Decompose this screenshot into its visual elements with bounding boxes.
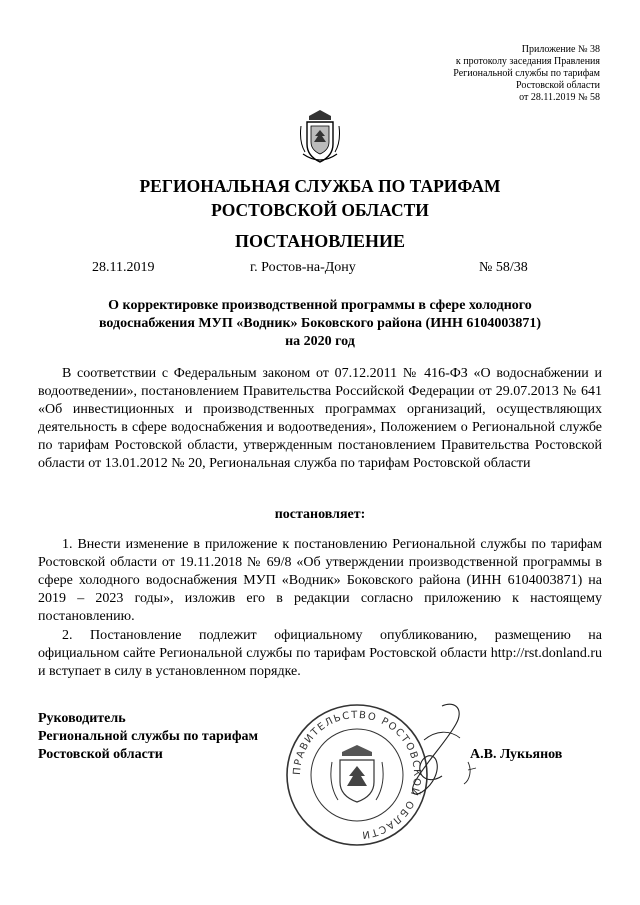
decree-item-2: 2. Постановление подлежит официальному опубликованию, размещению на официальном сайте Региональной службы по тарифам Ростовской области http://rst.donland.ru и вступает в силу в установленном порядке. <box>38 628 602 679</box>
annex-line: Приложение № 38 <box>521 44 600 55</box>
signatory-title-line: Региональной службы по тарифам <box>38 729 259 744</box>
agency-name-line: РЕГИОНАЛЬНАЯ СЛУЖБА ПО ТАРИФАМ <box>139 176 501 196</box>
signatory-title-line: Ростовской области <box>38 747 163 762</box>
annex-line: Региональной службы по тарифам <box>453 68 600 79</box>
subject-line: на 2020 год <box>285 334 355 349</box>
signatory-title <box>38 710 258 764</box>
signatory-name: А.В. Лукьянов <box>470 747 563 762</box>
document-subject <box>60 297 580 351</box>
agency-name <box>0 174 640 222</box>
annex-reference <box>340 44 600 104</box>
decree-item-1: 1. Внести изменение в приложение к постановлению Региональной службы по тарифам Ростовской области от 19.11.2018 № 69/8 «Об утверждении производственной программы в сфере холодного водоснабжения МУП «Водник» Боковского района (ИНН 6104003871) на 2019 – 2023 годы», изложив его в редакции согласно приложению к настоящему постановлению. <box>38 537 602 624</box>
agency-name-line: РОСТОВСКОЙ ОБЛАСТИ <box>211 200 429 220</box>
annex-line: к протоколу заседания Правления <box>455 56 600 67</box>
seal-text: ПРАВИТЕЛЬСТВО РОСТОВСКОЙ ОБЛАСТИ <box>291 709 423 840</box>
annex-line: Ростовской области <box>516 80 600 91</box>
signatory-title-line: Руководитель <box>38 711 126 726</box>
document-city: г. Ростов-на-Дону <box>250 260 356 275</box>
subject-line: водоснабжения МУП «Водник» Боковского района (ИНН 6104003871) <box>98 316 542 331</box>
handwritten-signature-icon <box>372 700 482 810</box>
document-type: ПОСТАНОВЛЕНИЕ <box>234 231 406 251</box>
preamble-paragraph: В соответствии с Федеральным законом от 07.12.2011 № 416-ФЗ «О водоснабжении и водоотведении», постановлением Правительства Российской Федерации от 29.07.2013 № 641 «Об инвестиционных и производственных программах организаций, осуществляющих деятельность в сфере водоснабжения и водоотведения», Положением о Региональной службе по тарифам Ростовской области, утвержденным постановлением Правительства Ростовской области от 13.01.2012 № 20, Региональная служба по тарифам Ростовской области <box>38 366 602 471</box>
annex-line: от 28.11.2019 № 58 <box>519 92 600 103</box>
document-number: № 58/38 <box>479 260 528 275</box>
subject-line: О корректировке производственной программы в сфере холодного <box>108 298 532 313</box>
coat-of-arms-icon <box>297 108 343 166</box>
document-date: 28.11.2019 <box>92 260 155 275</box>
decree-word: постановляет: <box>274 507 366 522</box>
